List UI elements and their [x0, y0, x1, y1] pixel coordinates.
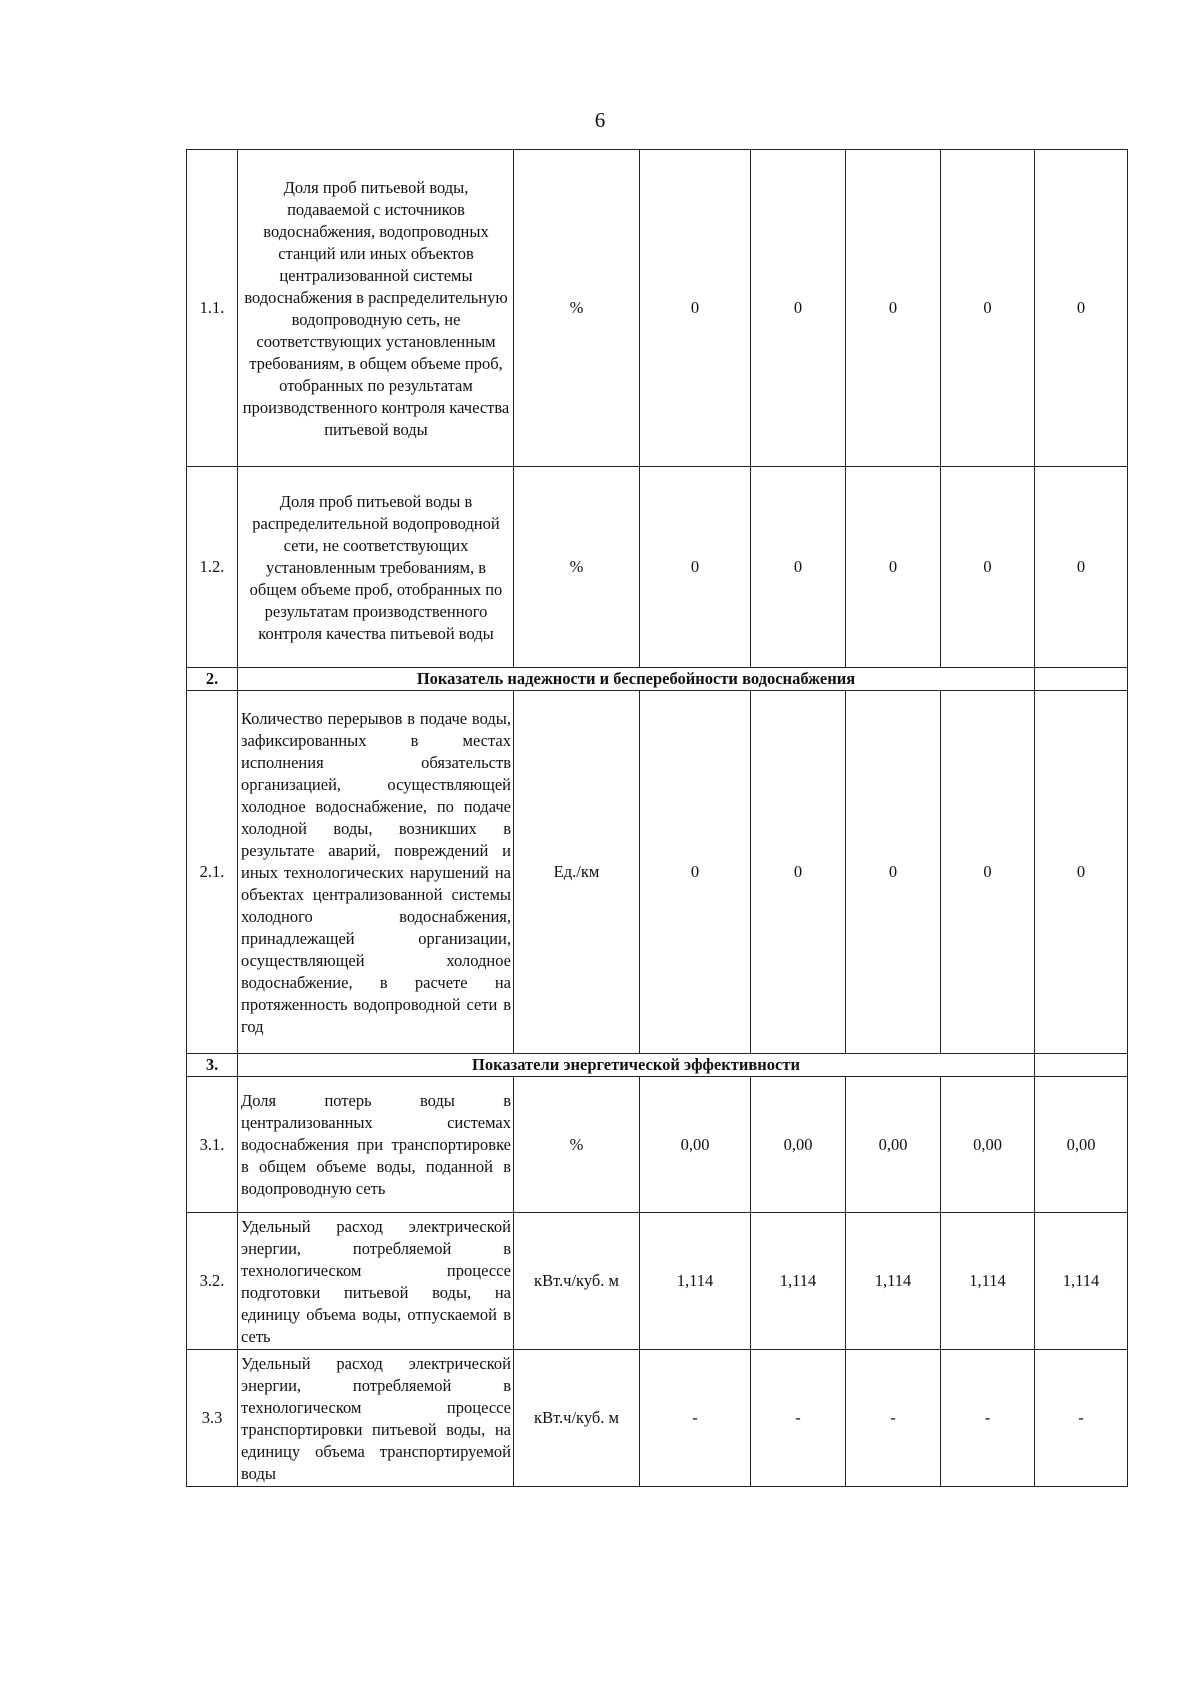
row-value: - — [941, 1350, 1035, 1487]
table-row — [187, 1213, 1128, 1350]
row-number: 3.3 — [187, 1350, 238, 1487]
row-value: 0 — [1035, 150, 1128, 467]
row-description: Доля проб питьевой воды, подаваемой с источников водоснабжения, водопроводных станций или иных объектов централизованной системы водоснабжения в распределительную водопроводную сеть, не соответствующих установленным требованиям, в общем объеме проб, отобранных по результатам производственного контроля качества питьевой воды — [238, 150, 514, 467]
row-value: 1,114 — [941, 1213, 1035, 1350]
row-value: - — [640, 1350, 751, 1487]
row-value: 1,114 — [1035, 1213, 1128, 1350]
row-value: 0 — [1035, 691, 1128, 1054]
row-value: 0,00 — [1035, 1077, 1128, 1213]
row-number: 3.1. — [187, 1077, 238, 1213]
row-description: Доля потерь воды в централизованных системах водоснабжения при транспортировке в общем объеме воды, поданной в водопроводную сеть — [238, 1077, 514, 1213]
table-row — [187, 1077, 1128, 1213]
row-unit: кВт.ч/куб. м — [514, 1213, 640, 1350]
row-number: 3.2. — [187, 1213, 238, 1350]
section-row — [187, 668, 1128, 691]
section-empty-cell — [1035, 1054, 1128, 1077]
row-value: 0 — [846, 467, 941, 668]
row-unit: % — [514, 150, 640, 467]
row-value: 0 — [751, 691, 846, 1054]
row-value: 0 — [640, 467, 751, 668]
section-title: Показатель надежности и бесперебойности водоснабжения — [238, 668, 1035, 691]
section-number: 2. — [187, 668, 238, 691]
row-description: Удельный расход электрической энергии, потребляемой в технологическом процессе транспортировки питьевой воды, на единицу объема транспортируемой воды — [238, 1350, 514, 1487]
row-value: 0 — [640, 691, 751, 1054]
row-unit: % — [514, 1077, 640, 1213]
row-value: 0 — [941, 467, 1035, 668]
row-value: 0,00 — [640, 1077, 751, 1213]
row-value: 0 — [640, 150, 751, 467]
table-row — [187, 691, 1128, 1054]
row-description: Удельный расход электрической энергии, потребляемой в технологическом процессе подготовки питьевой воды, на единицу объема воды, отпускаемой в сеть — [238, 1213, 514, 1350]
row-unit: Ед./км — [514, 691, 640, 1054]
section-row — [187, 1054, 1128, 1077]
row-value: - — [751, 1350, 846, 1487]
row-unit: кВт.ч/куб. м — [514, 1350, 640, 1487]
row-value: 0,00 — [846, 1077, 941, 1213]
table-row — [187, 467, 1128, 668]
row-description: Количество перерывов в подаче воды, зафиксированных в местах исполнения обязательств организацией, осуществляющей холодное водоснабжение, по подаче холодной воды, возникших в результате аварий, повреждений и иных технологических нарушений на объектах централизованной системы холодного водоснабжения, принадлежащей организации, осуществляющей холодное водоснабжение, в расчете на протяженность водопроводной сети в год — [238, 691, 514, 1054]
row-value: 0,00 — [751, 1077, 846, 1213]
row-value: 1,114 — [640, 1213, 751, 1350]
row-value: 0 — [751, 150, 846, 467]
indicators-table — [186, 149, 1128, 1487]
table-row — [187, 1350, 1128, 1487]
row-value: 0 — [941, 150, 1035, 467]
section-number: 3. — [187, 1054, 238, 1077]
row-unit: % — [514, 467, 640, 668]
row-value: 0 — [846, 150, 941, 467]
row-value: 0 — [751, 467, 846, 668]
section-title: Показатели энергетической эффективности — [238, 1054, 1035, 1077]
row-value: 0 — [846, 691, 941, 1054]
page-number: 6 — [594, 108, 606, 132]
row-description: Доля проб питьевой воды в распределительной водопроводной сети, не соответствующих установленным требованиям, в общем объеме проб, отобранных по результатам производственного контроля качества питьевой воды — [238, 467, 514, 668]
row-value: 1,114 — [846, 1213, 941, 1350]
row-value: 0 — [1035, 467, 1128, 668]
row-number: 2.1. — [187, 691, 238, 1054]
table-row — [187, 150, 1128, 467]
row-number: 1.2. — [187, 467, 238, 668]
row-value: 0 — [941, 691, 1035, 1054]
row-value: - — [846, 1350, 941, 1487]
row-value: 0,00 — [941, 1077, 1035, 1213]
row-value: 1,114 — [751, 1213, 846, 1350]
section-empty-cell — [1035, 668, 1128, 691]
row-number: 1.1. — [187, 150, 238, 467]
row-value: - — [1035, 1350, 1128, 1487]
